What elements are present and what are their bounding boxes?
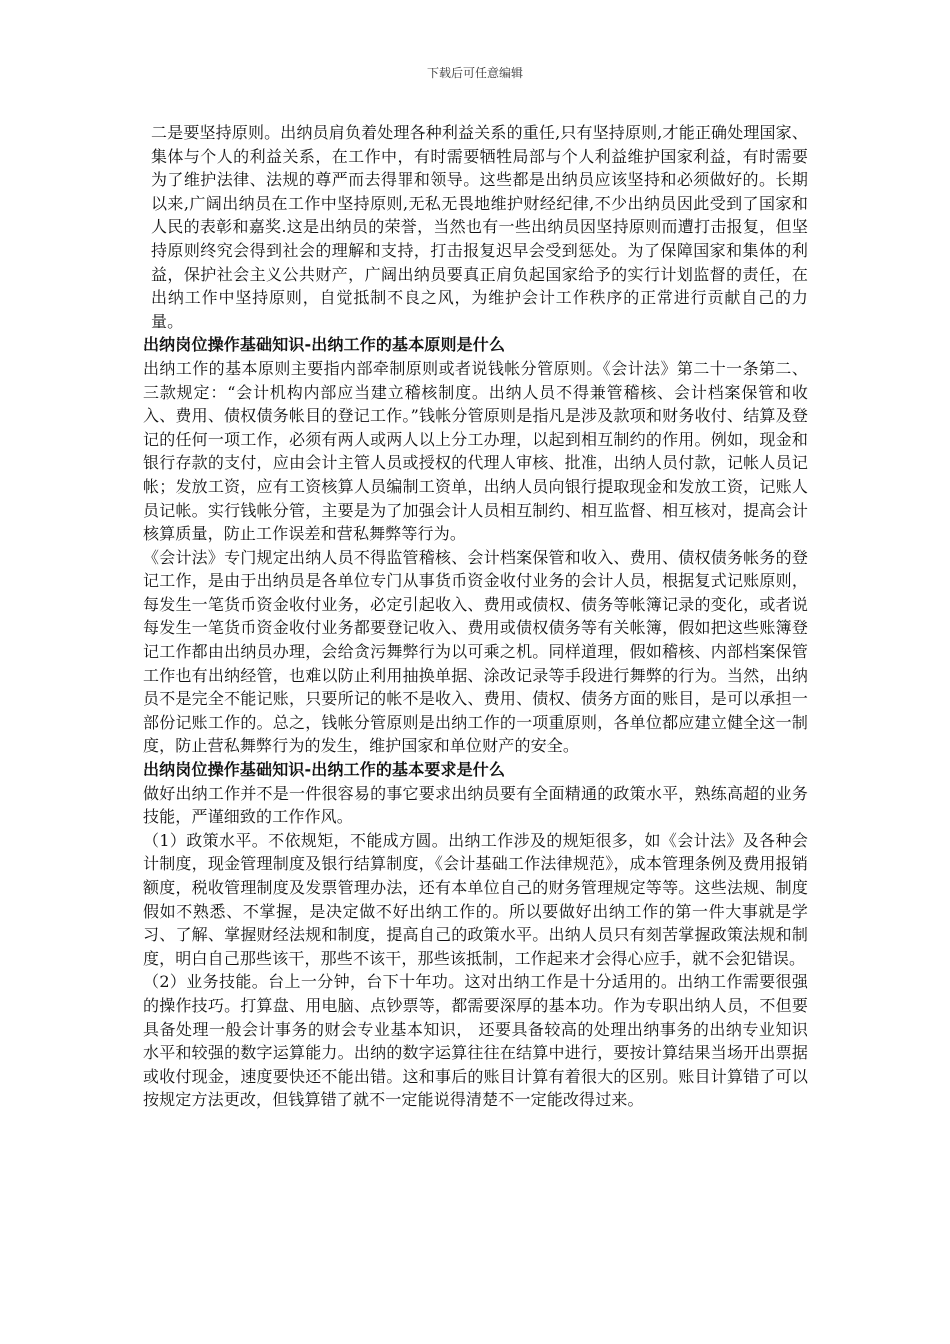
paragraph-accounting-law: 《会计法》专门规定出纳人员不得监管稽核、会计档案保管和收入、费用、债权债务帐务的登记工作，是由于出纳员是各单位专门从事货币资金收付业务的会计人员，根据复式记账原则，每发生一笔货币资金收付业务，必定引起收入、费用或债权、债务等帐簿记录的变化，或者说每发生一笔货币资金收付业务都要登记收入、费用或债权债务等有关帐簿，假如把这些账簿登记工作都由出纳员办理，会给贪污舞弊行为以可乘之机。同样道理，假如稽核、内部档案保管工作也有出纳经管，也难以防止利用抽换单据、涂改记录等手段进行舞弊的行为。当然，出纳员不是完全不能记账，只要所记的帐不是收入、费用、债权、债务方面的账目，是可以承担一部份记账工作的。总之，钱帐分管原则是出纳工作的一项重原则，各单位都应建立健全这一制度，防止营私舞弊行为的发生，维护国家和单位财产的安全。	[143, 547, 808, 756]
paragraph-requirements-intro: 做好出纳工作并不是一件很容易的事它要求出纳员要有全面精通的政策水平，熟练高超的业务技能，严谨细致的工作作风。	[143, 783, 808, 827]
paragraph-principle: 二是要坚持原则。出纳员肩负着处理各种利益关系的重任,只有坚持原则,才能正确处理国家、集体与个人的利益关系，在工作中，有时需要牺牲局部与个人利益维护国家利益，有时需要为了维护法律、法规的尊严而去得罪和领导。这些都是出纳员应该坚持和必须做好的。长期以来,广阔出纳员在工作中坚持原则,无私无畏地维护财经纪律,不少出纳员因此受到了国家和人民的表彰和嘉奖.这是出纳员的荣誉，当然也有一些出纳员因坚持原则而遭打击报复，但坚持原则终究会得到社会的理解和支持，打击报复迟早会受到惩处。为了保障国家和集体的利益，保护社会主义公共财产，广阔出纳员要真正肩负起国家给予的实行计划监督的责任，在出纳工作中坚持原则，自觉抵制不良之风，为维护会计工作秩序的正常进行贡献自己的力量。	[151, 123, 808, 331]
section-heading-basic-requirements: 出纳岗位操作基础知识-出纳工作的基本要求是什么	[143, 760, 506, 780]
paragraph-business-skills: （2）业务技能。台上一分钟，台下十年功。这对出纳工作是十分适用的。出纳工作需要很强的操作技巧。打算盘、用电脑、点钞票等，都需要深厚的基本功。作为专职出纳人员，不但要具备处理一般会计事务的财会专业基本知识， 还要具备较高的处理出纳事务的出纳专业知识水平和较强的数字运算能力。出纳的数字运算往往在结算中进行，要按计算结果当场开出票据或收付现金，速度要快还不能出错。这和事后的账目计算有着很大的区别。账目计算错了可以按规定方法更改，但钱算错了就不一定能说得清楚不一定能改得过来。	[143, 972, 808, 1110]
page-header: 下载后可任意编辑	[426, 66, 523, 80]
paragraph-basic-principle: 出纳工作的基本原则主要指内部牵制原则或者说钱帐分管原则。《会计法》第二十一条第二、三款规定：“会计机构内部应当建立稽核制度。出纳人员不得兼管稽核、会计档案保管和收入、费用、债权债务帐目的登记工作。”钱帐分管原则是指凡是涉及款项和财务收付、结算及登记的任何一项工作，必须有两人或两人以上分工办理，以起到相互制约的作用。例如，现金和银行存款的支付，应由会计主管人员或授权的代理人审核、批准，出纳人员付款，记帐人员记帐；发放工资，应有工资核算人员编制工资单，出纳人员向银行提取现金和发放工资，记账人员记帐。实行钱帐分管，主要是为了加强会计人员相互制约、相互监督、相互核对，提高会计核算质量，防止工作误差和营私舞弊等行为。	[143, 358, 808, 544]
document-body	[143, 121, 808, 1112]
section-heading-basic-principle: 出纳岗位操作基础知识-出纳工作的基本原则是什么	[143, 335, 506, 355]
paragraph-policy-level: （1）政策水平。不依规矩，不能成方圆。出纳工作涉及的规矩很多，如《会计法》及各种会计制度，现金管理制度及银行结算制度，《会计基础工作法律规范》，成本管理条例及费用报销额度，税收管理制度及发票管理办法，还有本单位自己的财务管理规定等等。这些法规、制度假如不熟悉、不掌握，是决定做不好出纳工作的。所以要做好出纳工作的第一件大事就是学习、了解、掌握财经法规和制度，提高自己的政策水平。出纳人员只有刻苦掌握政策法规和制度，明白自己那些该干，那些不该干，那些该抵制，工作起来才会得心应手，就不会犯错误。	[143, 830, 808, 968]
